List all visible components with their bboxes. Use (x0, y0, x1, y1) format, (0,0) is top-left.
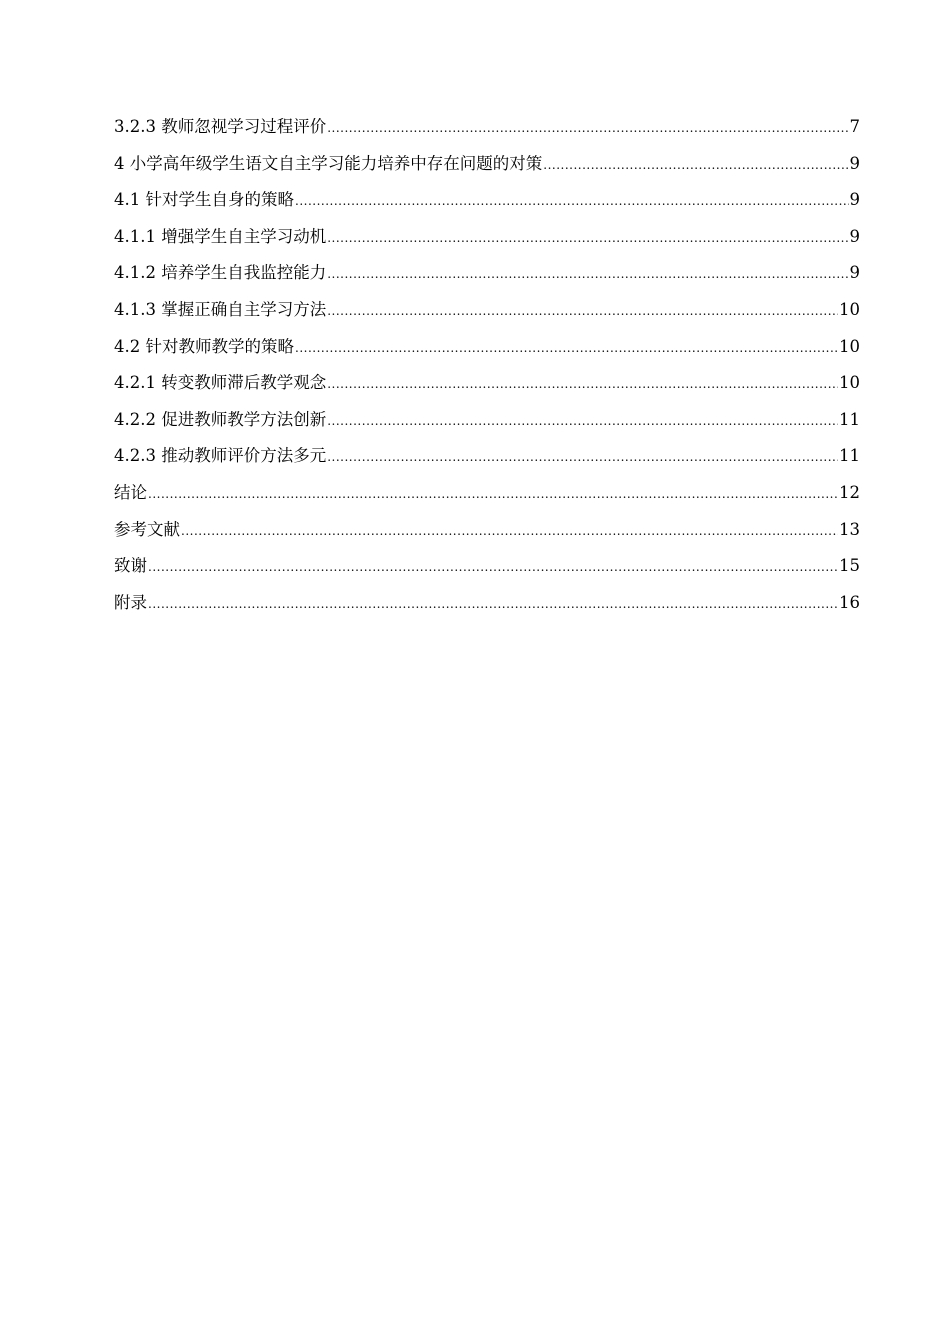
toc-entry[interactable] (114, 295, 860, 332)
toc-entry-title: 结论 (114, 482, 147, 502)
toc-entry-page: 10 (839, 299, 860, 319)
toc-entry[interactable] (114, 185, 860, 222)
toc-entry-page: 10 (839, 373, 860, 393)
toc-dot-leader (543, 150, 848, 180)
toc-entry[interactable] (114, 112, 860, 149)
toc-entry-title: 4.2.3 推动教师评价方法多元 (114, 446, 327, 466)
toc-entry-page: 9 (849, 226, 860, 246)
toc-dot-leader (181, 516, 838, 546)
toc-dot-leader (327, 223, 848, 253)
toc-entry-title: 4.2.2 促进教师教学方法创新 (114, 409, 327, 429)
toc-dot-leader (327, 369, 838, 399)
toc-dot-leader (327, 296, 838, 326)
toc-entry-title: 4.2.1 转变教师滞后教学观念 (114, 373, 327, 393)
toc-entry-title: 4 小学高年级学生语文自主学习能力培养中存在问题的对策 (114, 153, 543, 173)
toc-entry-title: 4.1.2 培养学生自我监控能力 (114, 263, 327, 283)
toc-entry[interactable] (114, 478, 860, 515)
toc-entry-page: 9 (849, 190, 860, 210)
toc-entry-page: 12 (839, 482, 860, 502)
toc-dot-leader (148, 589, 838, 619)
toc-entry-title: 4.1 针对学生自身的策略 (114, 190, 294, 210)
toc-entry-page: 7 (849, 117, 860, 136)
toc-entry-page: 11 (839, 446, 860, 466)
toc-dot-leader (148, 479, 838, 509)
toc-entry-title: 致谢 (114, 556, 147, 576)
toc-dot-leader (327, 113, 848, 143)
toc-entry-page: 10 (839, 336, 860, 356)
toc-entry[interactable] (114, 405, 860, 442)
toc-entry[interactable] (114, 441, 860, 478)
toc-entry-page: 9 (849, 153, 860, 173)
toc-entry-page: 15 (839, 556, 860, 576)
toc-dot-leader (148, 552, 838, 582)
toc-entry-title: 4.2 针对教师教学的策略 (114, 336, 294, 356)
toc-entry-page: 11 (839, 409, 860, 429)
toc-entry-page: 16 (839, 592, 860, 612)
toc-dot-leader (295, 333, 838, 363)
toc-entry[interactable] (114, 368, 860, 405)
toc-entry-title: 4.1.3 掌握正确自主学习方法 (114, 299, 327, 319)
table-of-contents (114, 112, 860, 624)
toc-entry-title: 3.2.3 教师忽视学习过程评价 (114, 117, 327, 136)
toc-dot-leader (327, 259, 848, 289)
toc-dot-leader (327, 406, 838, 436)
toc-entry[interactable] (114, 551, 860, 588)
toc-entry[interactable] (114, 258, 860, 295)
toc-entry[interactable] (114, 149, 860, 186)
toc-entry-title: 附录 (114, 592, 147, 612)
toc-entry[interactable] (114, 515, 860, 552)
toc-entry-page: 9 (849, 263, 860, 283)
toc-entry[interactable] (114, 222, 860, 259)
toc-dot-leader (327, 442, 838, 472)
toc-entry-title: 参考文献 (114, 519, 180, 539)
toc-dot-leader (295, 186, 849, 216)
toc-entry-page: 13 (839, 519, 860, 539)
toc-entry-title: 4.1.1 增强学生自主学习动机 (114, 226, 327, 246)
toc-entry[interactable] (114, 332, 860, 369)
toc-entry[interactable] (114, 588, 860, 625)
